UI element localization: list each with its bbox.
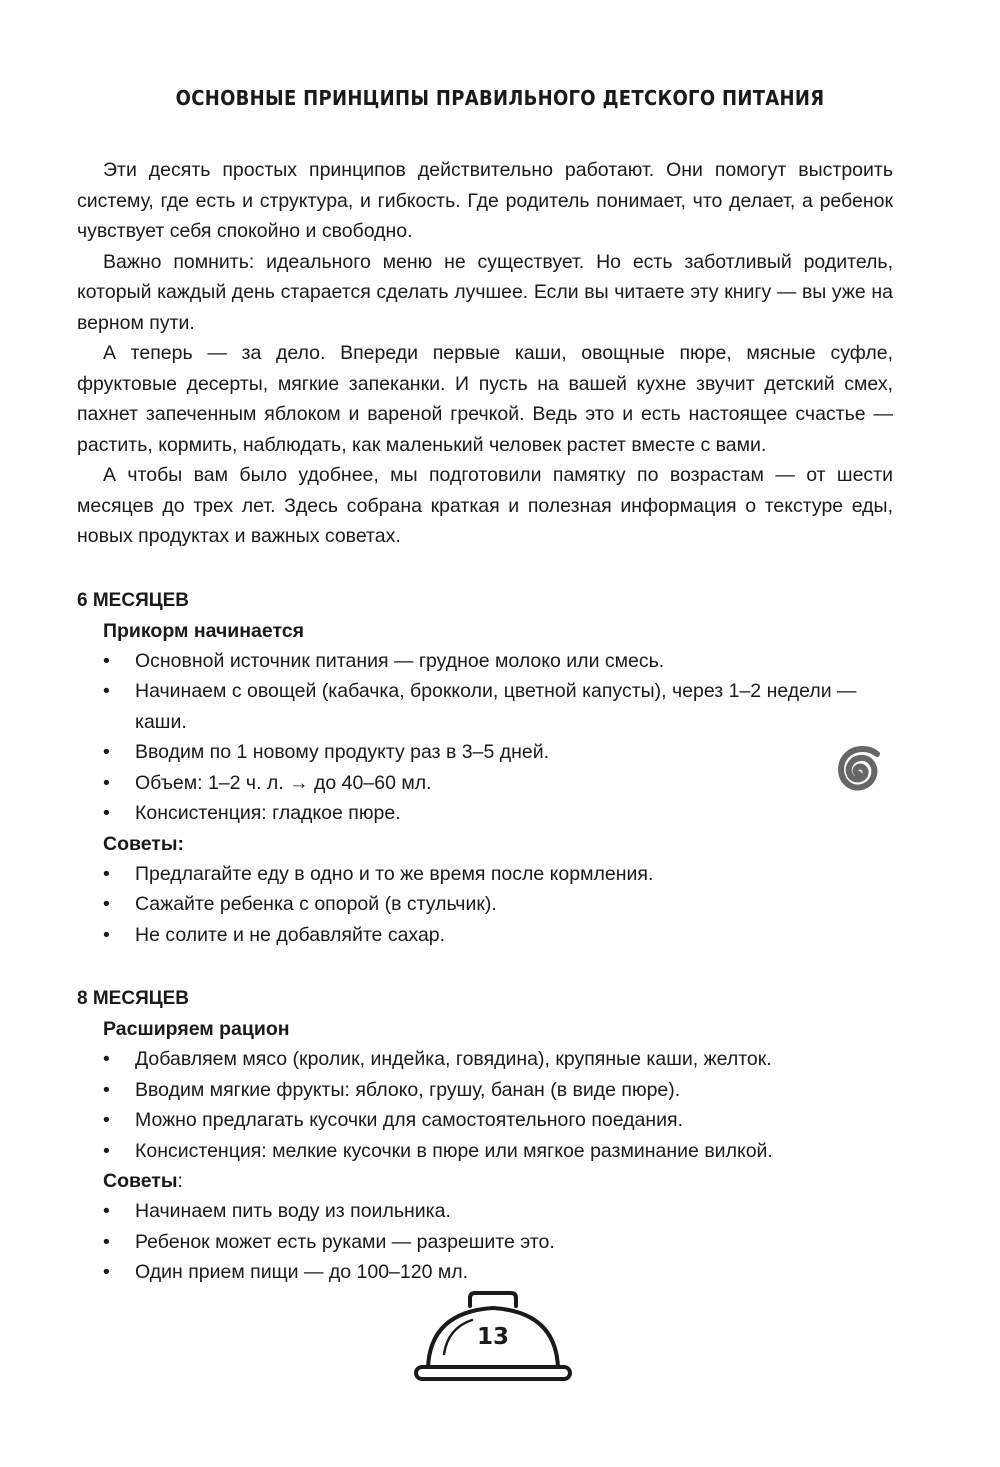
list-item: • Один прием пищи — до 100–120 мл. [77,1257,893,1288]
list-item: • Добавляем мясо (кролик, индейка, говядина), крупяные каши, желток. [77,1044,893,1075]
bullet-marker: • [103,1048,110,1070]
page-number: 13 [476,1324,509,1350]
list-item: • Начинаем пить воду из поильника. [77,1196,893,1227]
bullet-marker: • [103,1261,110,1283]
spiral-icon [824,736,894,806]
list-item: • Консистенция: мелкие кусочки в пюре или мягкое разминание вилкой. [77,1136,893,1167]
bullet-marker: • [103,649,110,672]
bullet-list-8-months [77,1044,893,1166]
tips-list-6-months [77,859,893,951]
bullet-marker: • [103,680,110,702]
section-subtitle-8-months: Расширяем рацион [103,1018,290,1040]
section-title-8-months: 8 МЕСЯЦЕВ [77,988,189,1009]
bullet-marker: • [103,741,110,763]
intro-paragraph-4: А чтобы вам было удобнее, мы подготовили памятку по возрастам — от шести месяцев до трех лет. Здесь собрана краткая и полезная информация о текстуре еды, новых продуктах и важных советах. [77,464,893,547]
list-item: • Не солите и не добавляйте сахар. [77,920,893,951]
bullet-marker: • [103,1109,110,1131]
list-item: • Консистенция: гладкое пюре. [77,798,893,829]
page-header: ОСНОВНЫЕ ПРИНЦИПЫ ПРАВИЛЬНОГО ДЕТСКОГО ПИТАНИЯ [175,86,825,110]
list-item: • Предлагайте еду в одно и то же время после кормления. [77,859,893,890]
list-item: • Начинаем с овощей (кабачка, брокколи, цветной капусты), через 1–2 недели — каши. [77,676,893,737]
section-subtitle-6-months: Прикорм начинается [103,619,304,642]
bullet-marker: • [103,1200,110,1222]
bullet-marker: • [103,1139,110,1162]
list-item: • Ребенок может есть руками — разрешите это. [77,1227,893,1258]
list-item: • Вводим мягкие фрукты: яблоко, грушу, банан (в виде пюре). [77,1075,893,1106]
bullet-marker: • [103,923,110,946]
intro-paragraph-2: Важно помнить: идеального меню не существует. Но есть заботливый родитель, который каждый день старается сделать лучшее. Если вы читаете эту книгу — вы уже на верном пути. [77,250,893,334]
page-content [77,155,893,1288]
tips-label-6-months: Советы: [103,832,185,855]
list-item: • Объем: 1–2 ч. л. → до 40–60 мл. [77,768,893,799]
bullet-marker: • [103,1230,110,1253]
tips-list-8-months [77,1196,893,1288]
intro-paragraph-3: А теперь — за дело. Впереди первые каши, овощные пюре, мясные суфле, фруктовые десерты, мягкие запеканки. И пусть на вашей кухне звучит детский смех, пахнет запеченным яблоком и вареной гречкой. Ведь это и есть настоящее счастье — растить, кормить, наблюдать, как маленький человек растет вместе с вами. [77,342,893,456]
section-title-6-months: 6 МЕСЯЦЕВ [77,589,189,611]
bullet-marker: • [103,1078,110,1101]
bullet-marker: • [103,771,110,794]
list-item: • Можно предлагать кусочки для самостоятельного поедания. [77,1105,893,1136]
bullet-marker: • [103,862,110,885]
tips-label-8-months: Советы: [103,1170,183,1192]
list-item: • Основной источник питания — грудное молоко или смесь. [77,646,893,677]
list-item: • Сажайте ребенка с опорой (в стульчик). [77,889,893,920]
bullet-marker: • [103,802,110,824]
intro-paragraph-1: Эти десять простых принципов действительно работают. Они помогут выстроить систему, где есть и структура, и гибкость. Где родитель понимает, что делает, а ребенок чувствует себя спокойно и свободно. [77,159,893,242]
list-item: • Вводим по 1 новому продукту раз в 3–5 дней. [77,737,893,768]
bullet-marker: • [103,893,110,915]
bullet-list-6-months [77,646,893,829]
